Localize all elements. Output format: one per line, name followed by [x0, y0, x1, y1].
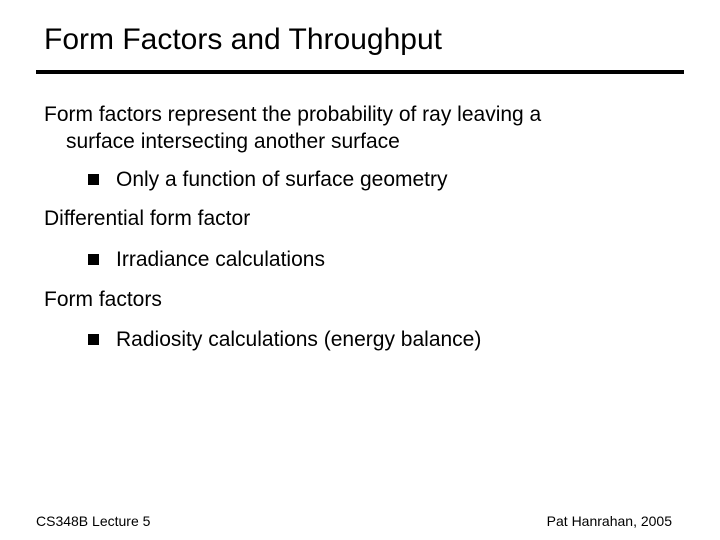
square-bullet-icon: [88, 334, 99, 345]
point-text-line-1: Form factors represent the probability of ray leaving a: [44, 103, 542, 126]
sub-bullet-surface-geometry: [88, 166, 448, 193]
point-differential-form-factor: Differential form factor: [44, 207, 251, 230]
point-form-factors: Form factors: [44, 288, 162, 311]
sub-bullet-text: Irradiance calculations: [116, 248, 325, 271]
footer-author: Pat Hanrahan, 2005: [546, 513, 672, 529]
point-form-factors-definition: [44, 101, 541, 155]
sub-bullet-irradiance: [88, 246, 325, 273]
square-bullet-icon: [88, 174, 99, 185]
sub-bullet-text: Only a function of surface geometry: [116, 168, 448, 191]
footer-lecture: CS348B Lecture 5: [36, 513, 151, 529]
sub-bullet-text: Radiosity calculations (energy balance): [116, 328, 482, 351]
sub-bullet-radiosity: [88, 326, 481, 353]
title-rule: [36, 70, 684, 74]
slide-title: Form Factors and Throughput: [44, 23, 442, 56]
point-text-line-2: surface intersecting another surface: [66, 130, 400, 153]
square-bullet-icon: [88, 254, 99, 265]
